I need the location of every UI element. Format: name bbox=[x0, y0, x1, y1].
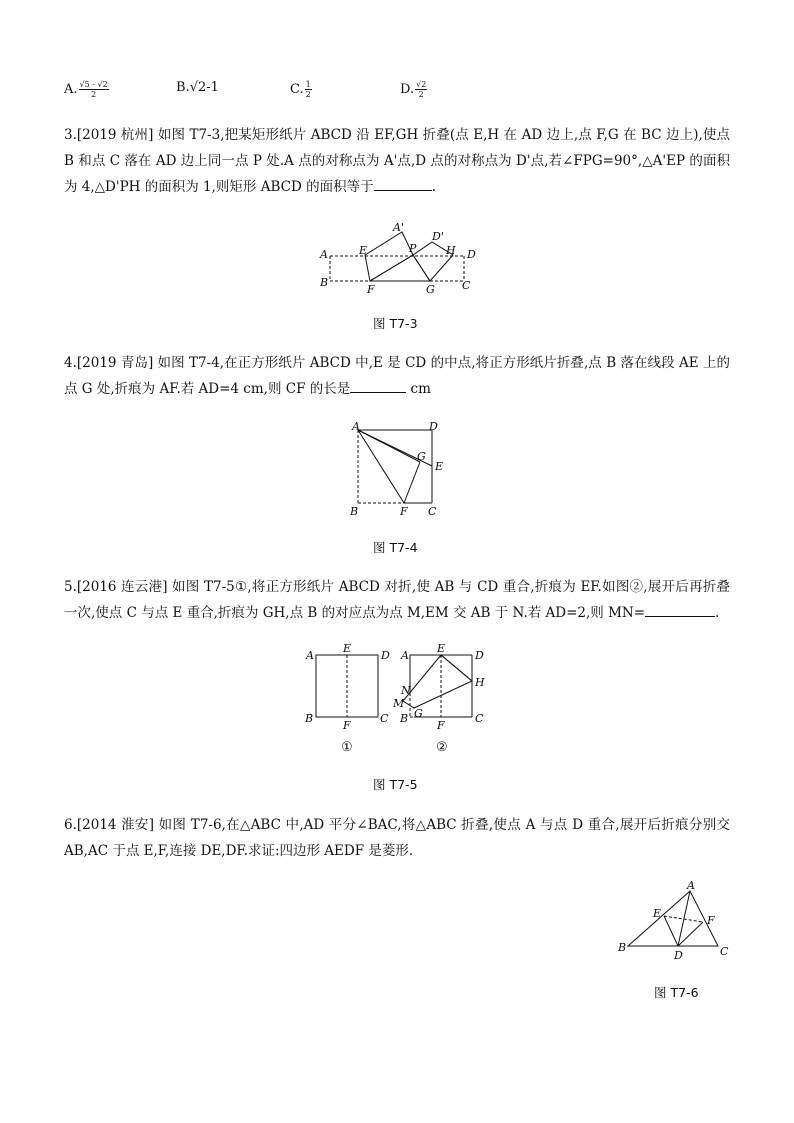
option-c-fraction bbox=[305, 80, 312, 99]
fig5-label-F: F bbox=[343, 719, 351, 732]
fig4-label-A: A bbox=[352, 420, 360, 433]
fig3-label-E: E bbox=[359, 244, 368, 257]
answer-blank-5[interactable] bbox=[645, 602, 715, 617]
fig6-label-A: A bbox=[687, 879, 695, 892]
fig4-label-B: B bbox=[350, 505, 359, 518]
figure-t7-5 bbox=[300, 640, 496, 756]
fig3-label-B: B bbox=[320, 276, 329, 289]
option-d-numerator: √2 bbox=[416, 80, 427, 89]
caption-t7-6: 图 T7-6 bbox=[654, 985, 699, 1000]
problem-5-tail: . bbox=[715, 605, 720, 621]
option-a-label: A. bbox=[64, 82, 78, 97]
option-c-numerator: 1 bbox=[305, 80, 311, 89]
option-b[interactable] bbox=[176, 80, 219, 95]
fig5-label-A: A bbox=[306, 649, 314, 662]
fig5-label-H2: H bbox=[475, 676, 485, 689]
fig5-label-G2: G bbox=[414, 707, 423, 720]
fig3-label-D: D bbox=[467, 248, 476, 261]
option-a-numerator: √5 - √2 bbox=[79, 80, 108, 89]
problem-6-text: 6.[2014 淮安] 如图 T7-6,在△ABC 中,AD 平分∠BAC,将△ABC 折叠,使点 A 与点 D 重合,展开后折痕分别交 AB,AC 于点 E,F,连接 DE,DF.求证:四边形 AEDF 是菱形. bbox=[64, 817, 730, 859]
option-c-label: C. bbox=[290, 82, 304, 97]
fig5-label-F2: F bbox=[437, 719, 445, 732]
fig5-label-D2: D bbox=[475, 649, 484, 662]
problem-4 bbox=[64, 350, 730, 402]
fig3-label-C: C bbox=[462, 279, 471, 292]
fig5-label-C2: C bbox=[475, 712, 484, 725]
problem-5 bbox=[64, 574, 730, 626]
caption-t7-5: 图 T7-5 bbox=[373, 777, 418, 792]
figure-t7-6 bbox=[612, 872, 736, 966]
fig3-label-G: G bbox=[426, 283, 435, 296]
fig3-label-A: A bbox=[320, 248, 328, 261]
figure-t7-4 bbox=[348, 418, 448, 518]
problem-4-tail: cm bbox=[406, 381, 431, 397]
problem-3 bbox=[64, 122, 730, 200]
option-d-fraction bbox=[415, 80, 427, 99]
option-d-denominator: 2 bbox=[418, 90, 424, 99]
figure-t7-3 bbox=[318, 218, 480, 296]
fig3-label-F: F bbox=[367, 283, 375, 296]
fig5-label-A2: A bbox=[401, 649, 409, 662]
caption-t7-4: 图 T7-4 bbox=[373, 540, 418, 555]
fig3-label-A-prime: A' bbox=[393, 221, 404, 234]
fig3-label-D-prime: D' bbox=[432, 230, 444, 243]
fig4-label-C: C bbox=[428, 505, 437, 518]
fig5-panel-2-marker: ② bbox=[436, 740, 448, 755]
fig4-label-E: E bbox=[435, 460, 444, 473]
fig6-label-B: B bbox=[618, 941, 627, 954]
option-a-fraction bbox=[79, 80, 109, 99]
fig5-label-M2: M bbox=[393, 697, 405, 710]
answer-blank-3[interactable] bbox=[374, 176, 432, 191]
problem-6 bbox=[64, 812, 730, 864]
caption-t7-3: 图 T7-3 bbox=[373, 316, 418, 331]
option-c-denominator: 2 bbox=[305, 90, 311, 99]
fig3-label-P: P bbox=[409, 242, 417, 255]
answer-blank-4[interactable] bbox=[350, 378, 406, 393]
problem-3-tail: . bbox=[431, 179, 436, 195]
option-b-label: B. bbox=[176, 80, 190, 95]
option-a[interactable] bbox=[64, 80, 109, 99]
fig6-label-F: F bbox=[707, 914, 715, 927]
fig5-label-C: C bbox=[380, 712, 389, 725]
fig5-label-E2: E bbox=[437, 642, 446, 655]
problem-4-text: 4.[2019 青岛] 如图 T7-4,在正方形纸片 ABCD 中,E 是 CD 的中点,将正方形纸片折叠,点 B 落在线段 AE 上的点 G 处,折痕为 AF.若 AD=4 cm,则 CF 的长是 bbox=[64, 355, 730, 397]
option-b-text: √2-1 bbox=[189, 80, 219, 95]
fig4-label-G: G bbox=[417, 450, 426, 463]
answer-options bbox=[64, 80, 764, 104]
option-d-label: D. bbox=[400, 82, 415, 97]
fig5-label-B2: B bbox=[400, 712, 409, 725]
problem-3-text: 3.[2019 杭州] 如图 T7-3,把某矩形纸片 ABCD 沿 EF,GH 折叠(点 E,H 在 AD 边上,点 F,G 在 BC 边上),使点 B 和点 C 落在 AD 边上同一点 P 处.A 点的对称点为 A'点,D 点的对称点为 D'点,若∠FPG=90°,△A'EP 的面积为 4,△D'PH 的面积为 1,则矩形 ABCD 的面积等于 bbox=[64, 127, 730, 195]
fig5-label-D: D bbox=[381, 649, 390, 662]
fig4-label-F: F bbox=[400, 505, 408, 518]
fig5-label-E: E bbox=[343, 642, 352, 655]
fig6-label-E: E bbox=[653, 907, 662, 920]
option-a-denominator: 2 bbox=[91, 90, 97, 99]
fig4-label-D: D bbox=[429, 420, 438, 433]
fig6-label-C: C bbox=[720, 945, 729, 958]
fig6-label-D: D bbox=[674, 949, 683, 962]
option-c[interactable] bbox=[290, 80, 312, 99]
fig3-label-H: H bbox=[446, 244, 456, 257]
fig5-panel-1-marker: ① bbox=[341, 740, 353, 755]
option-d[interactable] bbox=[400, 80, 427, 99]
fig5-label-B: B bbox=[305, 712, 314, 725]
fig5-label-N2: N bbox=[401, 684, 411, 697]
problem-5-text: 5.[2016 连云港] 如图 T7-5①,将正方形纸片 ABCD 对折,使 AB 与 CD 重合,折痕为 EF.如图②,展开后再折叠一次,使点 C 与点 E 重合,折痕为 GH,点 B 的对应点为点 M,EM 交 AB 于 N.若 AD=2,则 MN= bbox=[64, 579, 730, 621]
